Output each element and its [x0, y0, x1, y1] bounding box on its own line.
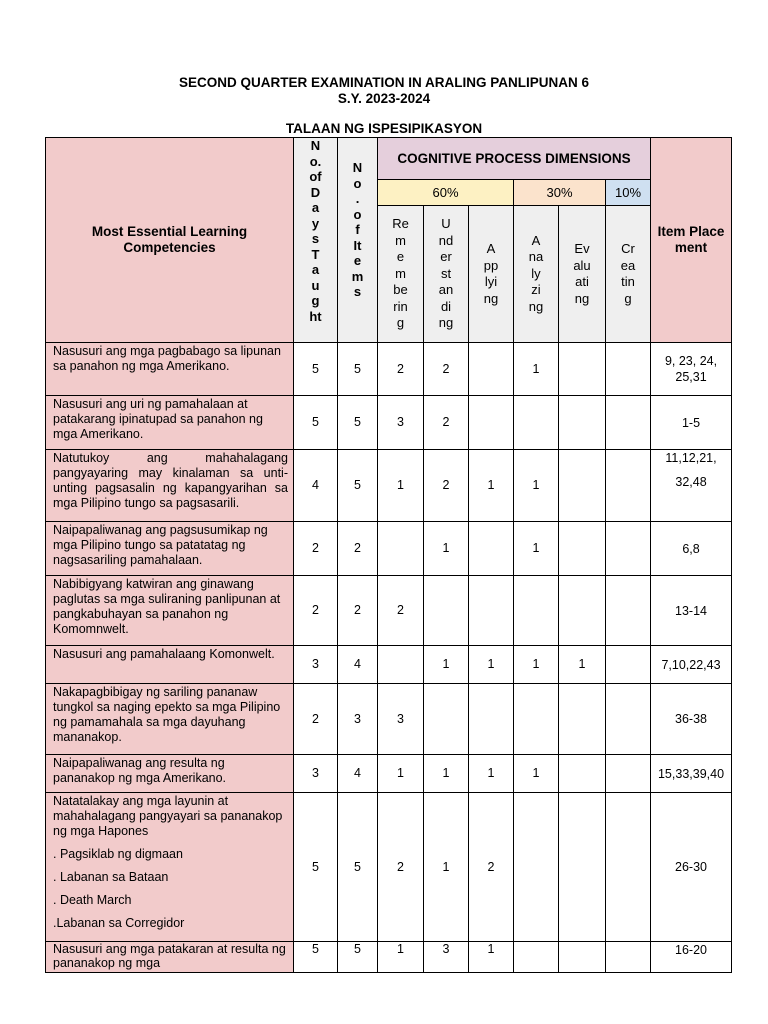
- remembering-cell: 1: [378, 450, 424, 522]
- remembering-cell: 3: [378, 396, 424, 450]
- items-cell: 2: [338, 522, 378, 576]
- remembering-cell: 1: [378, 942, 424, 973]
- creating-cell: [606, 793, 651, 942]
- header-understanding: U nd er st an di ng: [424, 206, 469, 343]
- header-applying: A pp lyi ng: [469, 206, 514, 343]
- days-cell: 5: [294, 793, 338, 942]
- analyzing-cell: [514, 942, 559, 973]
- analyzing-cell: 1: [514, 450, 559, 522]
- remembering-cell: 1: [378, 755, 424, 793]
- items-cell: 3: [338, 684, 378, 755]
- header-creating: Cr ea tin g: [606, 206, 651, 343]
- placement-line: 11,12,21,: [665, 451, 717, 465]
- creating-cell: [606, 576, 651, 646]
- analyzing-cell: [514, 793, 559, 942]
- remembering-cell: [378, 646, 424, 684]
- understanding-cell: [424, 684, 469, 755]
- analyzing-cell: [514, 396, 559, 450]
- table-row: [46, 396, 732, 450]
- analyzing-cell: [514, 576, 559, 646]
- creating-cell: [606, 522, 651, 576]
- placement-cell: 6,8: [651, 522, 732, 576]
- analyzing-cell: 1: [514, 646, 559, 684]
- evaluating-cell: [559, 343, 606, 396]
- competency-cell: Nasusuri ang pamahalaang Komonwelt.: [46, 646, 294, 684]
- understanding-cell: 1: [424, 646, 469, 684]
- evaluating-cell: [559, 450, 606, 522]
- table-row: [46, 793, 732, 942]
- creating-cell: [606, 343, 651, 396]
- header-cognitive-dimensions: COGNITIVE PROCESS DIMENSIONS: [378, 138, 651, 180]
- evaluating-cell: [559, 755, 606, 793]
- evaluating-cell: [559, 942, 606, 973]
- header-pct-30: 30%: [514, 180, 606, 206]
- list-item: . Death March: [53, 893, 132, 907]
- applying-cell: 1: [469, 942, 514, 973]
- placement-cell: 13-14: [651, 576, 732, 646]
- specification-table: [45, 137, 732, 973]
- placement-cell: 26-30: [651, 793, 732, 942]
- analyzing-cell: [514, 684, 559, 755]
- evaluating-cell: [559, 684, 606, 755]
- applying-cell: 1: [469, 450, 514, 522]
- remembering-cell: 2: [378, 343, 424, 396]
- creating-cell: [606, 646, 651, 684]
- applying-cell: 1: [469, 646, 514, 684]
- applying-cell: [469, 396, 514, 450]
- table-row: [46, 522, 732, 576]
- days-cell: 2: [294, 684, 338, 755]
- understanding-cell: 2: [424, 450, 469, 522]
- evaluating-cell: [559, 396, 606, 450]
- days-cell: 4: [294, 450, 338, 522]
- placement-cell: 16-20: [651, 942, 732, 973]
- table-row: [46, 942, 732, 973]
- table-row: [46, 646, 732, 684]
- understanding-cell: 3: [424, 942, 469, 973]
- items-cell: 5: [338, 396, 378, 450]
- table-title: TALAAN NG ISPESIPIKASYON: [285, 121, 483, 136]
- list-item: .Labanan sa Corregidor: [53, 916, 185, 930]
- remembering-cell: [378, 522, 424, 576]
- analyzing-cell: 1: [514, 755, 559, 793]
- items-cell: 4: [338, 755, 378, 793]
- applying-cell: [469, 522, 514, 576]
- placement-cell: 15,33,39,40: [651, 755, 732, 793]
- applying-cell: [469, 576, 514, 646]
- exam-title: SECOND QUARTER EXAMINATION IN ARALING PANLIPUNAN 6: [178, 75, 589, 90]
- remembering-cell: 3: [378, 684, 424, 755]
- days-cell: 5: [294, 396, 338, 450]
- placement-line: 32,48: [675, 475, 707, 489]
- understanding-cell: 2: [424, 396, 469, 450]
- applying-cell: [469, 684, 514, 755]
- applying-cell: 2: [469, 793, 514, 942]
- remembering-cell: 2: [378, 576, 424, 646]
- header-evaluating: Ev alu ati ng: [559, 206, 606, 343]
- applying-cell: [469, 343, 514, 396]
- remembering-cell: 2: [378, 793, 424, 942]
- evaluating-cell: [559, 576, 606, 646]
- header-pct-10: 10%: [606, 180, 651, 206]
- header-number-of-items: N o . o f It e m s: [338, 138, 378, 343]
- understanding-cell: 1: [424, 755, 469, 793]
- creating-cell: [606, 450, 651, 522]
- evaluating-cell: [559, 793, 606, 942]
- table-row: [46, 755, 732, 793]
- creating-cell: [606, 396, 651, 450]
- creating-cell: [606, 684, 651, 755]
- table-row: [46, 576, 732, 646]
- table-row: [46, 343, 732, 396]
- placement-cell: 9, 23, 24, 25,31: [651, 343, 732, 396]
- understanding-cell: 1: [424, 522, 469, 576]
- days-cell: 2: [294, 522, 338, 576]
- days-cell: 3: [294, 755, 338, 793]
- evaluating-cell: 1: [559, 646, 606, 684]
- table-row: [46, 684, 732, 755]
- competency-cell: Nasusuri ang uri ng pamahalaan at patakarang ipinatupad sa panahon ng mga Amerikano.: [46, 396, 294, 450]
- placement-cell: [651, 450, 732, 522]
- days-cell: 3: [294, 646, 338, 684]
- items-cell: 4: [338, 646, 378, 684]
- days-cell: 5: [294, 343, 338, 396]
- header-item-placement: Item Place ment: [651, 138, 732, 343]
- list-item: . Pagsiklab ng digmaan: [53, 847, 183, 861]
- competency-cell: Nasusuri ang mga patakaran at resulta ng pananakop ng mga: [46, 942, 294, 973]
- competency-cell: Nasusuri ang mga pagbabago sa lipunan sa panahon ng mga Amerikano.: [46, 343, 294, 396]
- analyzing-cell: 1: [514, 343, 559, 396]
- placement-cell: 7,10,22,43: [651, 646, 732, 684]
- evaluating-cell: [559, 522, 606, 576]
- items-cell: 5: [338, 793, 378, 942]
- items-cell: 5: [338, 942, 378, 973]
- header-competencies: Most Essential Learning Competencies: [46, 138, 294, 343]
- understanding-cell: 2: [424, 343, 469, 396]
- header-analyzing: A na ly zi ng: [514, 206, 559, 343]
- applying-cell: 1: [469, 755, 514, 793]
- days-cell: 2: [294, 576, 338, 646]
- school-year: S.Y. 2023-2024: [337, 91, 431, 106]
- analyzing-cell: 1: [514, 522, 559, 576]
- understanding-cell: [424, 576, 469, 646]
- header-days-taught: N o. of D a y s T a u g ht: [294, 138, 338, 343]
- items-cell: 5: [338, 450, 378, 522]
- competency-cell: Natutukoy ang mahahalagang pangyayaring may kinalaman sa unti-unting pagsasalin ng kapangyarihan sa mga Pilipino tungo sa pagsasarili.: [46, 450, 294, 522]
- items-cell: 2: [338, 576, 378, 646]
- competency-cell: Nakapagbibigay ng sariling pananaw tungkol sa naging epekto sa mga Pilipino ng pamamahala sa mga dayuhang mananakop.: [46, 684, 294, 755]
- creating-cell: [606, 942, 651, 973]
- items-cell: 5: [338, 343, 378, 396]
- table-row: [46, 450, 732, 522]
- header-pct-60: 60%: [378, 180, 514, 206]
- competency-cell: Naipapaliwanag ang resulta ng pananakop ng mga Amerikano.: [46, 755, 294, 793]
- days-cell: 5: [294, 942, 338, 973]
- placement-cell: 36-38: [651, 684, 732, 755]
- list-item: . Labanan sa Bataan: [53, 870, 169, 884]
- competency-cell: Naipapaliwanag ang pagsusumikap ng mga Pilipino tungo sa patatatag ng nagsasariling pamahalaan.: [46, 522, 294, 576]
- competency-text: Natatalakay ang mga layunin at mahahalagang pangyayari sa pananakop ng mga Hapones: [53, 794, 283, 838]
- competency-cell: [46, 793, 294, 942]
- creating-cell: [606, 755, 651, 793]
- understanding-cell: 1: [424, 793, 469, 942]
- placement-cell: 1-5: [651, 396, 732, 450]
- header-remembering: Re m e m be rin g: [378, 206, 424, 343]
- competency-cell: Nabibigyang katwiran ang ginawang paglutas sa mga suliraning panlipunan at pangkabuhayan sa panahon ng Komomnwelt.: [46, 576, 294, 646]
